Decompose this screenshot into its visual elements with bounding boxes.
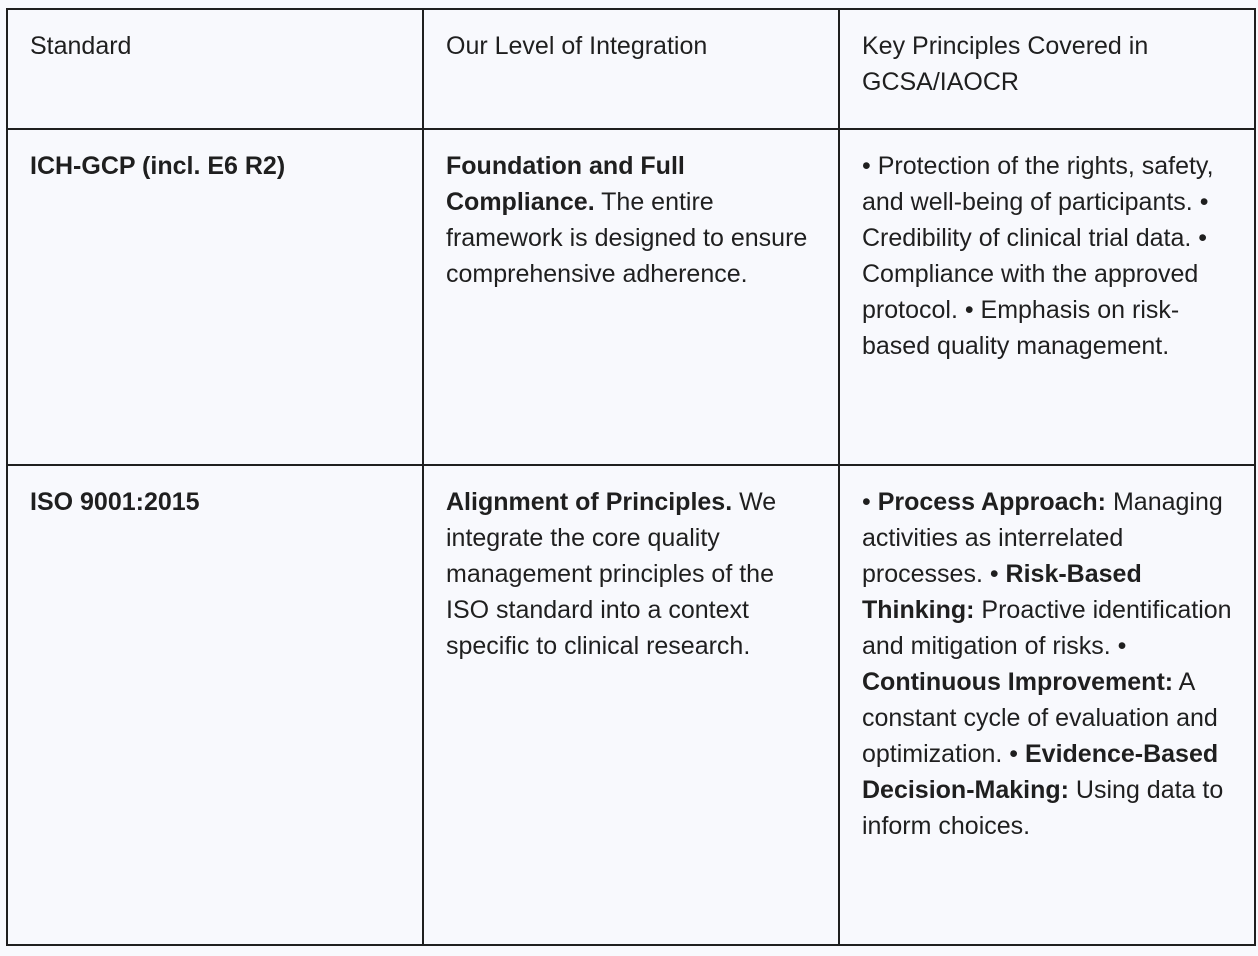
standard-name: ICH-GCP (incl. E6 R2) [30, 152, 286, 180]
cell-principles [839, 465, 1255, 945]
header-principles: Key Principles Covered in GCSA/IAOCR [839, 9, 1255, 129]
cell-standard [7, 129, 423, 465]
principle-bullet: • [989, 560, 1006, 588]
principle-lead: Continuous Improvement: [862, 668, 1174, 696]
integration-text: The entire framework is designed to ensure comprehensive adherence. [446, 188, 808, 288]
principle-bullet: • [862, 488, 878, 516]
principles-text: • Protection of the rights, safety, and well-being of participants. • Credibility of clinical trial data. • Compliance with the approved protocol. • Emphasis on risk-based quality management. [862, 152, 1214, 360]
principle-text: Using data to inform choices. [862, 776, 1224, 840]
header-integration: Our Level of Integration [423, 9, 839, 129]
cell-integration [423, 129, 839, 465]
table-row [7, 465, 1255, 945]
standard-name: ISO 9001:2015 [30, 488, 200, 516]
principle-lead: Risk-Based Thinking: [862, 560, 1142, 624]
principle-lead: Process Approach: [877, 488, 1107, 516]
table-header-row [7, 9, 1255, 129]
principle-text: A constant cycle of evaluation and optimization. [862, 668, 1218, 768]
cell-standard [7, 465, 423, 945]
table-row [7, 129, 1255, 465]
principle-text: Managing activities as interrelated processes. [862, 488, 1223, 588]
standards-table [6, 8, 1256, 946]
cell-principles [839, 129, 1255, 465]
principle-text: Proactive identification and mitigation of risks. [862, 596, 1232, 660]
principle-lead: Evidence-Based Decision-Making: [862, 740, 1219, 804]
integration-lead: Alignment of Principles. [446, 488, 733, 516]
principle-bullet: • [1117, 632, 1127, 660]
principle-bullet: • [1009, 740, 1025, 768]
integration-lead: Foundation and Full Compliance. [446, 152, 685, 216]
integration-text: We integrate the core quality management principles of the ISO standard into a context specific to clinical research. [446, 488, 777, 660]
header-standard: Standard [7, 9, 423, 129]
cell-integration [423, 465, 839, 945]
